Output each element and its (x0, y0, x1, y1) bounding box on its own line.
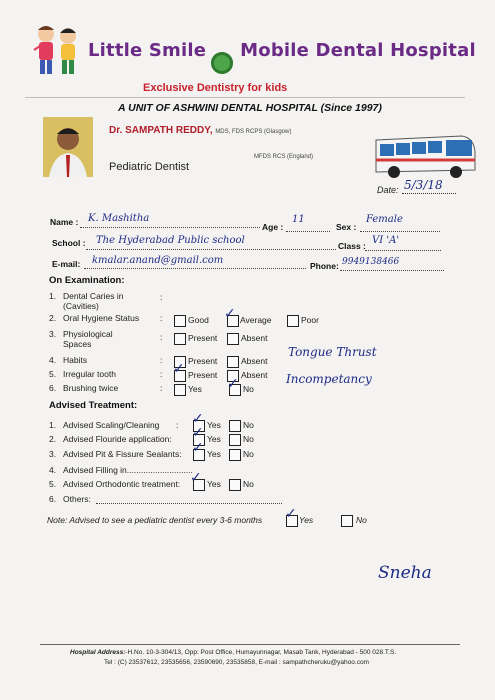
school-label: School : (52, 238, 86, 248)
colon: : (176, 420, 179, 430)
title-part2: Mobile Dental Hospital (240, 40, 476, 61)
option-label: Absent (241, 333, 268, 343)
irregular-note: Incompetancy (286, 372, 372, 386)
checkmark-icon: ✓ (285, 506, 297, 522)
option-label: Absent (241, 356, 268, 366)
note-yes-label: Yes (299, 515, 314, 525)
exam-item-5-label: Irregular tooth (63, 369, 116, 379)
exam-item-2: 2. (49, 313, 57, 323)
brushing-yes-checkbox[interactable] (174, 384, 186, 396)
option-label: Absent (241, 370, 268, 380)
age-line (286, 231, 330, 232)
treatment-item-6: 6. (49, 494, 57, 504)
school-line (86, 249, 336, 250)
class-value: VI 'A' (372, 235, 400, 246)
option-label: No (243, 384, 254, 394)
exam-item-2-label: Oral Hygiene Status (63, 313, 140, 323)
treatment-item-2: 2. (49, 434, 57, 444)
spaces-absent-checkbox[interactable] (227, 333, 239, 345)
exam-item-1-label: Dental Caries in (Cavities) (63, 291, 124, 311)
sex-label: Sex : (336, 222, 357, 232)
habits-note: Tongue Thrust (288, 345, 377, 359)
name-label: Name : (50, 217, 79, 227)
option-label: Yes (188, 384, 202, 394)
checkmark-icon: ✓ (224, 306, 236, 322)
age-value: 11 (292, 214, 305, 225)
phone-label: Phone: (310, 261, 339, 271)
colon: : (160, 313, 163, 323)
sealants-no-checkbox[interactable] (229, 449, 241, 461)
habits-absent-checkbox[interactable] (227, 356, 239, 368)
option-label: Yes (207, 420, 221, 430)
colon: : (160, 292, 163, 302)
spaces-present-checkbox[interactable] (174, 333, 186, 345)
name-value: K. Mashitha (88, 213, 150, 224)
exam-item-4: 4. (49, 355, 57, 365)
option-label: Present (188, 333, 218, 343)
checkmark-icon: ✓ (192, 440, 204, 456)
flouride-no-checkbox[interactable] (229, 434, 241, 446)
colon: : (160, 383, 163, 393)
option-label: Average (240, 315, 272, 325)
doctor-quals: MDS, FDS RCPS (Glasgow) (215, 129, 292, 135)
checkmark-icon: ✓ (192, 411, 204, 427)
colon: : (160, 332, 163, 342)
bus-image (372, 130, 478, 182)
phone-line (340, 270, 444, 271)
checkmark-icon: ✓ (173, 361, 185, 377)
subtitle: Exclusive Dentistry for kids (143, 82, 288, 94)
treatment-item-3-label: Advised Pit & Fissure Sealants: (63, 449, 182, 459)
class-label: Class : (338, 241, 366, 251)
ortho-no-checkbox[interactable] (229, 479, 241, 491)
hygiene-good-checkbox[interactable] (174, 315, 186, 327)
treatment-heading: Advised Treatment: (49, 400, 138, 411)
option-label: Yes (207, 434, 221, 444)
footer (70, 648, 396, 668)
treatment-item-5-label: Advised Orthodontic treatment: (63, 479, 181, 489)
tooth-logo-icon (211, 52, 233, 74)
date-value: 5/3/18 (404, 178, 443, 192)
colon: : (160, 369, 163, 379)
treatment-item-1-label: Advised Scaling/Cleaning (63, 420, 160, 430)
hospital-title (88, 40, 476, 61)
unit-line: A UNIT OF ASHWINI DENTAL HOSPITAL (Since 1997) (118, 102, 382, 114)
age-label: Age : (262, 222, 284, 232)
kids-logo-image (30, 20, 84, 78)
option-label: Good (188, 315, 209, 325)
footer-contact: Tel : (C) 23537612, 23535656, 23590690, 23535858, E-mail : sampathcheruku@yahoo.com (104, 659, 369, 666)
title-part1: Little Smile (88, 40, 207, 61)
class-line (365, 250, 441, 251)
treatment-item-1: 1. (49, 420, 57, 430)
option-label: Present (188, 370, 218, 380)
option-label: Yes (207, 449, 221, 459)
email-label: E-mail: (52, 259, 81, 269)
doctor-name-text: Dr. SAMPATH REDDY, (109, 125, 213, 136)
school-value: The Hyderabad Public school (96, 235, 245, 246)
treatment-item-2-label: Advised Flouride application: (63, 434, 172, 444)
exam-item-6: 6. (49, 383, 57, 393)
name-line (80, 227, 260, 228)
date-line (402, 193, 456, 194)
sex-value: Female (366, 214, 403, 225)
others-line (96, 503, 282, 504)
treatment-item-4-label: Advised Filling in............................ (63, 465, 193, 475)
treatment-item-5: 5. (49, 479, 57, 489)
treatment-item-4: 4. (49, 465, 57, 475)
option-label: No (243, 434, 254, 444)
note-no-checkbox[interactable] (341, 515, 353, 527)
exam-item-3-label: Physiological Spaces (63, 329, 113, 349)
option-label: Yes (207, 479, 221, 489)
email-line (84, 268, 306, 269)
colon: : (160, 355, 163, 365)
option-label: No (243, 449, 254, 459)
checkmark-icon: ✓ (192, 425, 204, 441)
header-divider (25, 97, 465, 98)
advice-note: Note: Advised to see a pediatric dentist every 3-6 months (47, 515, 263, 525)
hygiene-poor-checkbox[interactable] (287, 315, 299, 327)
date-label: Date: (377, 185, 399, 195)
sex-line (360, 231, 440, 232)
exam-item-4-label: Habits (63, 355, 88, 365)
specialty: Pediatric Dentist (109, 161, 190, 173)
exam-item-3: 3. (49, 329, 57, 339)
doctor-quals-2: MFDS RCS (England) (254, 154, 314, 160)
checkmark-icon: ✓ (190, 470, 202, 486)
exam-item-1: 1. (49, 291, 57, 301)
footer-divider (40, 644, 460, 645)
note-no-label: No (356, 515, 367, 525)
doctor-name (109, 125, 291, 136)
footer-address: -H.No. 10-3-304/13, Opp: Post Office, Humayunnagar, Masab Tank, Hyderabad - 500 028.T.S. (125, 649, 397, 656)
phone-value: 9949138466 (342, 257, 400, 267)
checkmark-icon: ✓ (227, 376, 239, 392)
option-label: Present (188, 356, 218, 366)
option-label: No (243, 479, 254, 489)
scaling-no-checkbox[interactable] (229, 420, 241, 432)
examination-heading: On Examination: (49, 275, 125, 286)
treatment-item-6-label: Others: (63, 494, 91, 504)
treatment-item-3: 3. (49, 449, 57, 459)
doctor-photo (43, 117, 93, 177)
exam-item-5: 5. (49, 369, 57, 379)
option-label: Poor (301, 315, 319, 325)
email-value: kmalar.anand@gmail.com (92, 255, 224, 266)
signature: Sneha (378, 563, 432, 583)
option-label: No (243, 420, 254, 430)
footer-address-label: Hospital Address: (70, 649, 126, 656)
exam-item-6-label: Brushing twice (63, 383, 119, 393)
